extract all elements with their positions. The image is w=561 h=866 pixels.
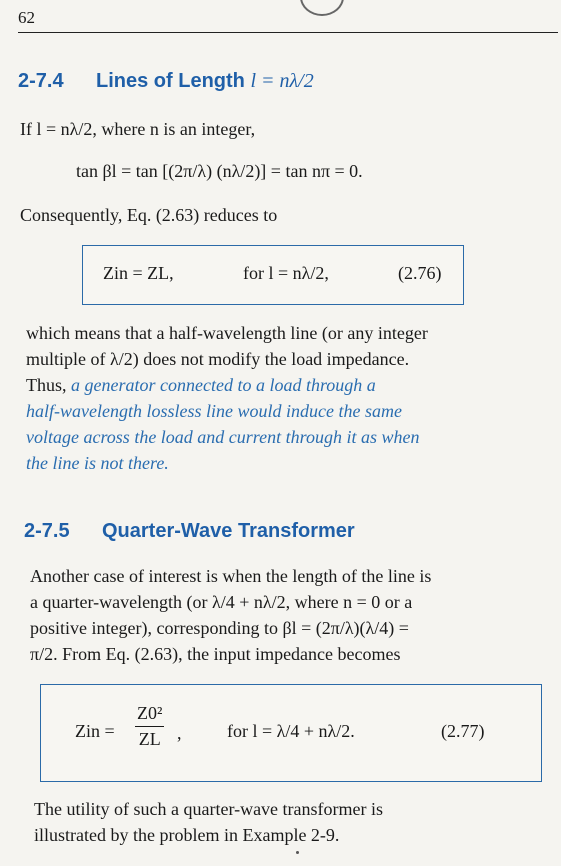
ink-dot [296, 851, 299, 854]
eq-condition: for l = nλ/2, [243, 263, 329, 283]
italic-line-1: a generator connected to a load through a [71, 375, 376, 395]
eq-comma: , [177, 723, 182, 743]
paragraph-line-1: which means that a half-wavelength line (or any integer [26, 323, 428, 343]
paragraph-line-1: Another case of interest is when the length of the line is [30, 566, 432, 586]
tan-equation: tan βl = tan [(2π/λ) (nλ/2)] = tan nπ = 0. [76, 161, 363, 181]
italic-line-3: voltage across the load and current through it as when [26, 427, 420, 447]
section-title: Quarter-Wave Transformer [102, 520, 355, 542]
section-heading-2-7-4 [18, 70, 314, 93]
eq-label: (2.77) [441, 721, 485, 741]
section-number: 2-7.4 [18, 70, 64, 92]
eq-condition: for l = λ/4 + nλ/2. [227, 721, 355, 741]
thus-italic-line [26, 372, 376, 398]
paragraph-line-3: positive integer), corresponding to βl = (2π/λ)(λ/4) = [30, 618, 409, 638]
italic-line-4: the line is not there. [26, 453, 169, 473]
italic-line-2: half-wavelength lossless line would induce the same [26, 401, 402, 421]
fraction-denominator: ZL [138, 729, 161, 749]
eq-lhs: Zin = ZL, [103, 263, 174, 283]
intro-text: If l = nλ/2, where n is an integer, [20, 119, 256, 139]
closing-line-1: The utility of such a quarter-wave transformer is [34, 799, 384, 819]
section-heading-2-7-5 [24, 520, 355, 543]
consequently-text: Consequently, Eq. (2.63) reduces to [20, 205, 278, 225]
eq-fraction [135, 703, 164, 750]
thus-word: Thus, [26, 375, 67, 395]
page-number: 62 [18, 8, 35, 27]
section-number: 2-7.5 [24, 520, 70, 542]
paragraph-line-2: a quarter-wavelength (or λ/4 + nλ/2, where n = 0 or a [30, 592, 413, 612]
paragraph-line-4: π/2. From Eq. (2.63), the input impedance becomes [30, 644, 401, 664]
section-title-math: l = nλ/2 [250, 70, 314, 92]
paragraph-line-2: multiple of λ/2) does not modify the load impedance. [26, 349, 410, 369]
closing-line-2: illustrated by the problem in Example 2-9. [34, 825, 340, 845]
header-rule [18, 32, 558, 33]
section-title: Lines of Length [96, 70, 245, 92]
page-corner-arc [300, 0, 344, 16]
eq-label: (2.76) [398, 263, 442, 283]
equation-box-2-77 [40, 684, 542, 782]
eq-lhs: Zin = [75, 721, 115, 741]
fraction-numerator: Z0² [135, 703, 164, 727]
equation-box-2-76 [82, 245, 464, 305]
